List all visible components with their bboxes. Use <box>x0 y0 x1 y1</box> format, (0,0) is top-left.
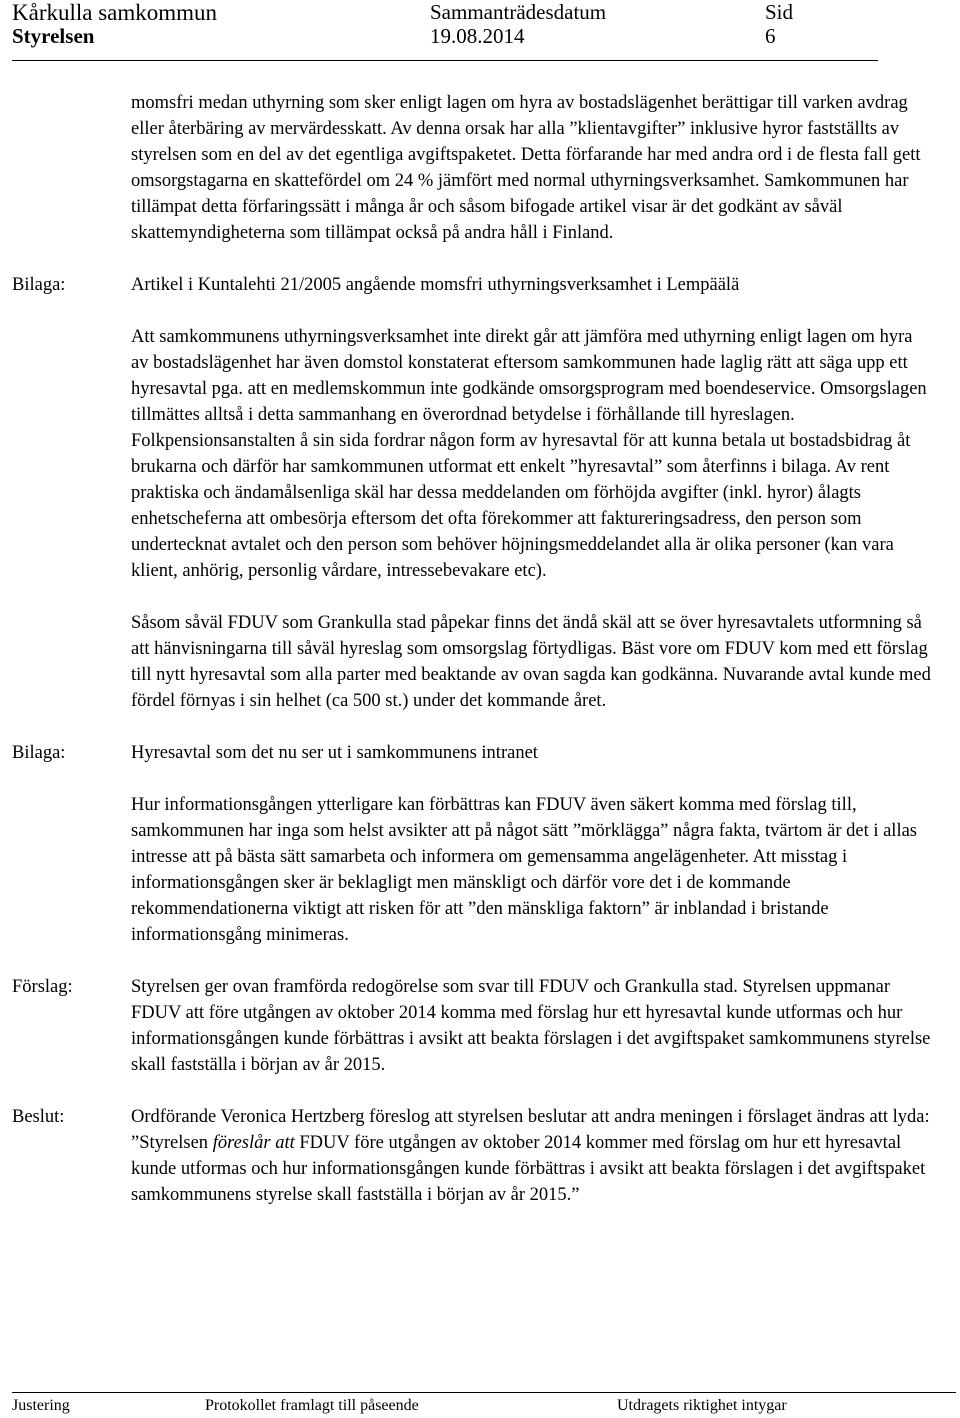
forslag-section <box>12 974 931 1078</box>
bilaga-text: Hyresavtal som det nu ser ut i samkommunens intranet <box>131 743 538 763</box>
footer-utdrag: Utdragets riktighet intygar <box>617 1397 787 1414</box>
bilaga-text: Artikel i Kuntalehti 21/2005 angående momsfri uthyrningsverksamhet i Lempäälä <box>131 275 740 295</box>
forslag-text: Styrelsen ger ovan framförda redogörelse som svar till FDUV och Grankulla stad. Styrelsen uppmanar FDUV att före utgången av oktober 2014 komma med förslag hur ett hyresavtal kunde utformas och hur informationsgången kunde förbättras i avsikt att beakta förslagen i det avgiftspaket samkommunens styrelse skall fastställa i början av år 2015. <box>131 977 931 1075</box>
spacer <box>131 246 931 272</box>
paragraph-domstol: Att samkommunens uthyrningsverksamhet inte direkt går att jämföra med uthyrning enligt lagen om hyra av bostadslägenhet har även domstol konstaterat eftersom samkommunen hade laglig rätt att säga upp ett hyresavtal pga. att en medlemskommun inte godkände omsorgsprogram med boendeservice. Omsorgslagen tillmättes alltså i detta sammanhang en överordnad betydelse i förhållande till hyreslagen. Folkpensionsanstalten å sin sida fordrar någon form av hyresavtal för att kunna betala ut bostadsbidrag åt brukarna och därför har samkommunen utformat ett enkelt ”hyresavtal” som återfinns i bilaga. Av rent praktiska och ändamålsenliga skäl har dessa meddelanden om förhöjda avgifter (inkl. hyror) ålagts enhetscheferna att ombesörja eftersom det ofta förekommer att faktureringsadress, den person som undertecknat avtalet och den person som behöver höjningsmeddelandet alla är olika personer (kan vara klient, anhörig, personlig vårdare, intressebevakare etc). <box>131 327 927 581</box>
document-body <box>12 90 931 1208</box>
spacer <box>131 298 931 324</box>
beslut-section <box>12 1104 931 1208</box>
footer-protokoll: Protokollet framlagt till påseende <box>205 1397 419 1414</box>
header-divider <box>12 60 878 61</box>
beslut-text-start: Ordförande Veronica Hertzberg föreslog att styrelsen beslutar att andra meningen i förslaget ändras att lyda: ”Styrelsen <box>131 1107 930 1153</box>
footer-justering: Justering <box>12 1397 70 1414</box>
paragraph-moms: momsfri medan uthyrning som sker enligt lagen om hyra av bostadslägenhet berättigar till varken avdrag eller återbäring av mervärdesskatt. Av denna orsak har alla ”klientavgifter” inklusive hyror fastställts av styrelsen som en del av det egentliga avgiftspaketet. Detta förfarande har med andra ord i de flesta fall gett omsorgstagarna en skattefördel om 24 % jämfört med normal uthyrningsverksamhet. Samkommunen har tillämpat detta förfaringssätt i många år och såsom bifogade artikel visar är det godkänt av såväl skattemyndigheterna som tillämpat också på andra håll i Finland. <box>131 93 921 243</box>
spacer <box>131 948 931 974</box>
header-date: 19.08.2014 <box>430 24 525 48</box>
paragraph-information: Hur informationsgången ytterligare kan förbättras kan FDUV även säkert komma med förslag till, samkommunen har inga som helst avsikter att på något sätt ”mörklägga” några fakta, tvärtom är det i allas intresse att på bästa sätt samarbeta och informera om gemensamma angelägenheter. Att misstag i informationsgången sker är beklagligt men mänskligt och därför vore det i de kommande rekommendationerna viktigt att risken för att ”den mänskliga faktorn” är inblandad i bristande informationsgång minimeras. <box>131 795 917 945</box>
bilaga-article <box>12 272 931 298</box>
spacer <box>131 584 931 610</box>
footer-divider <box>12 1392 956 1393</box>
header-organization: Kårkulla samkommun <box>12 0 218 25</box>
spacer <box>131 714 931 740</box>
bilaga-label: Bilaga: <box>12 275 66 295</box>
header-body: Styrelsen <box>12 24 95 48</box>
header-page-label: Sid <box>765 0 794 24</box>
header-date-label: Sammanträdesdatum <box>430 0 607 24</box>
header-page-number: 6 <box>765 24 776 48</box>
bilaga-hyresavtal <box>12 740 931 766</box>
bilaga-label: Bilaga: <box>12 743 66 763</box>
beslut-label: Beslut: <box>12 1107 65 1127</box>
spacer <box>131 1078 931 1104</box>
paragraph-fduv: Såsom såväl FDUV som Grankulla stad påpekar finns det ändå skäl att se över hyresavtalets utformning så att hänvisningarna till såväl hyreslag som omsorgslag förtydligas. Bäst vore om FDUV kom med ett förslag till nytt hyresavtal som alla parter med beaktande av ovan sagda kan godkänna. Nuvarande avtal kunde med fördel förnyas i sin helhet (ca 500 st.) under det kommande året. <box>131 613 931 711</box>
beslut-text-end: FDUV före utgången av oktober 2014 kommer med förslag om hur ett hyresavtal kunde utformas och hur informationsgången kunde förbättras i avsikt att beakta förslagen i det avgiftspaket samkommunens styrelse skall fastställa i början av år 2015.” <box>131 1133 926 1205</box>
forslag-label: Förslag: <box>12 977 73 997</box>
spacer <box>131 766 931 792</box>
beslut-text <box>131 1104 931 1208</box>
beslut-text-italic: föreslår att <box>212 1133 295 1153</box>
